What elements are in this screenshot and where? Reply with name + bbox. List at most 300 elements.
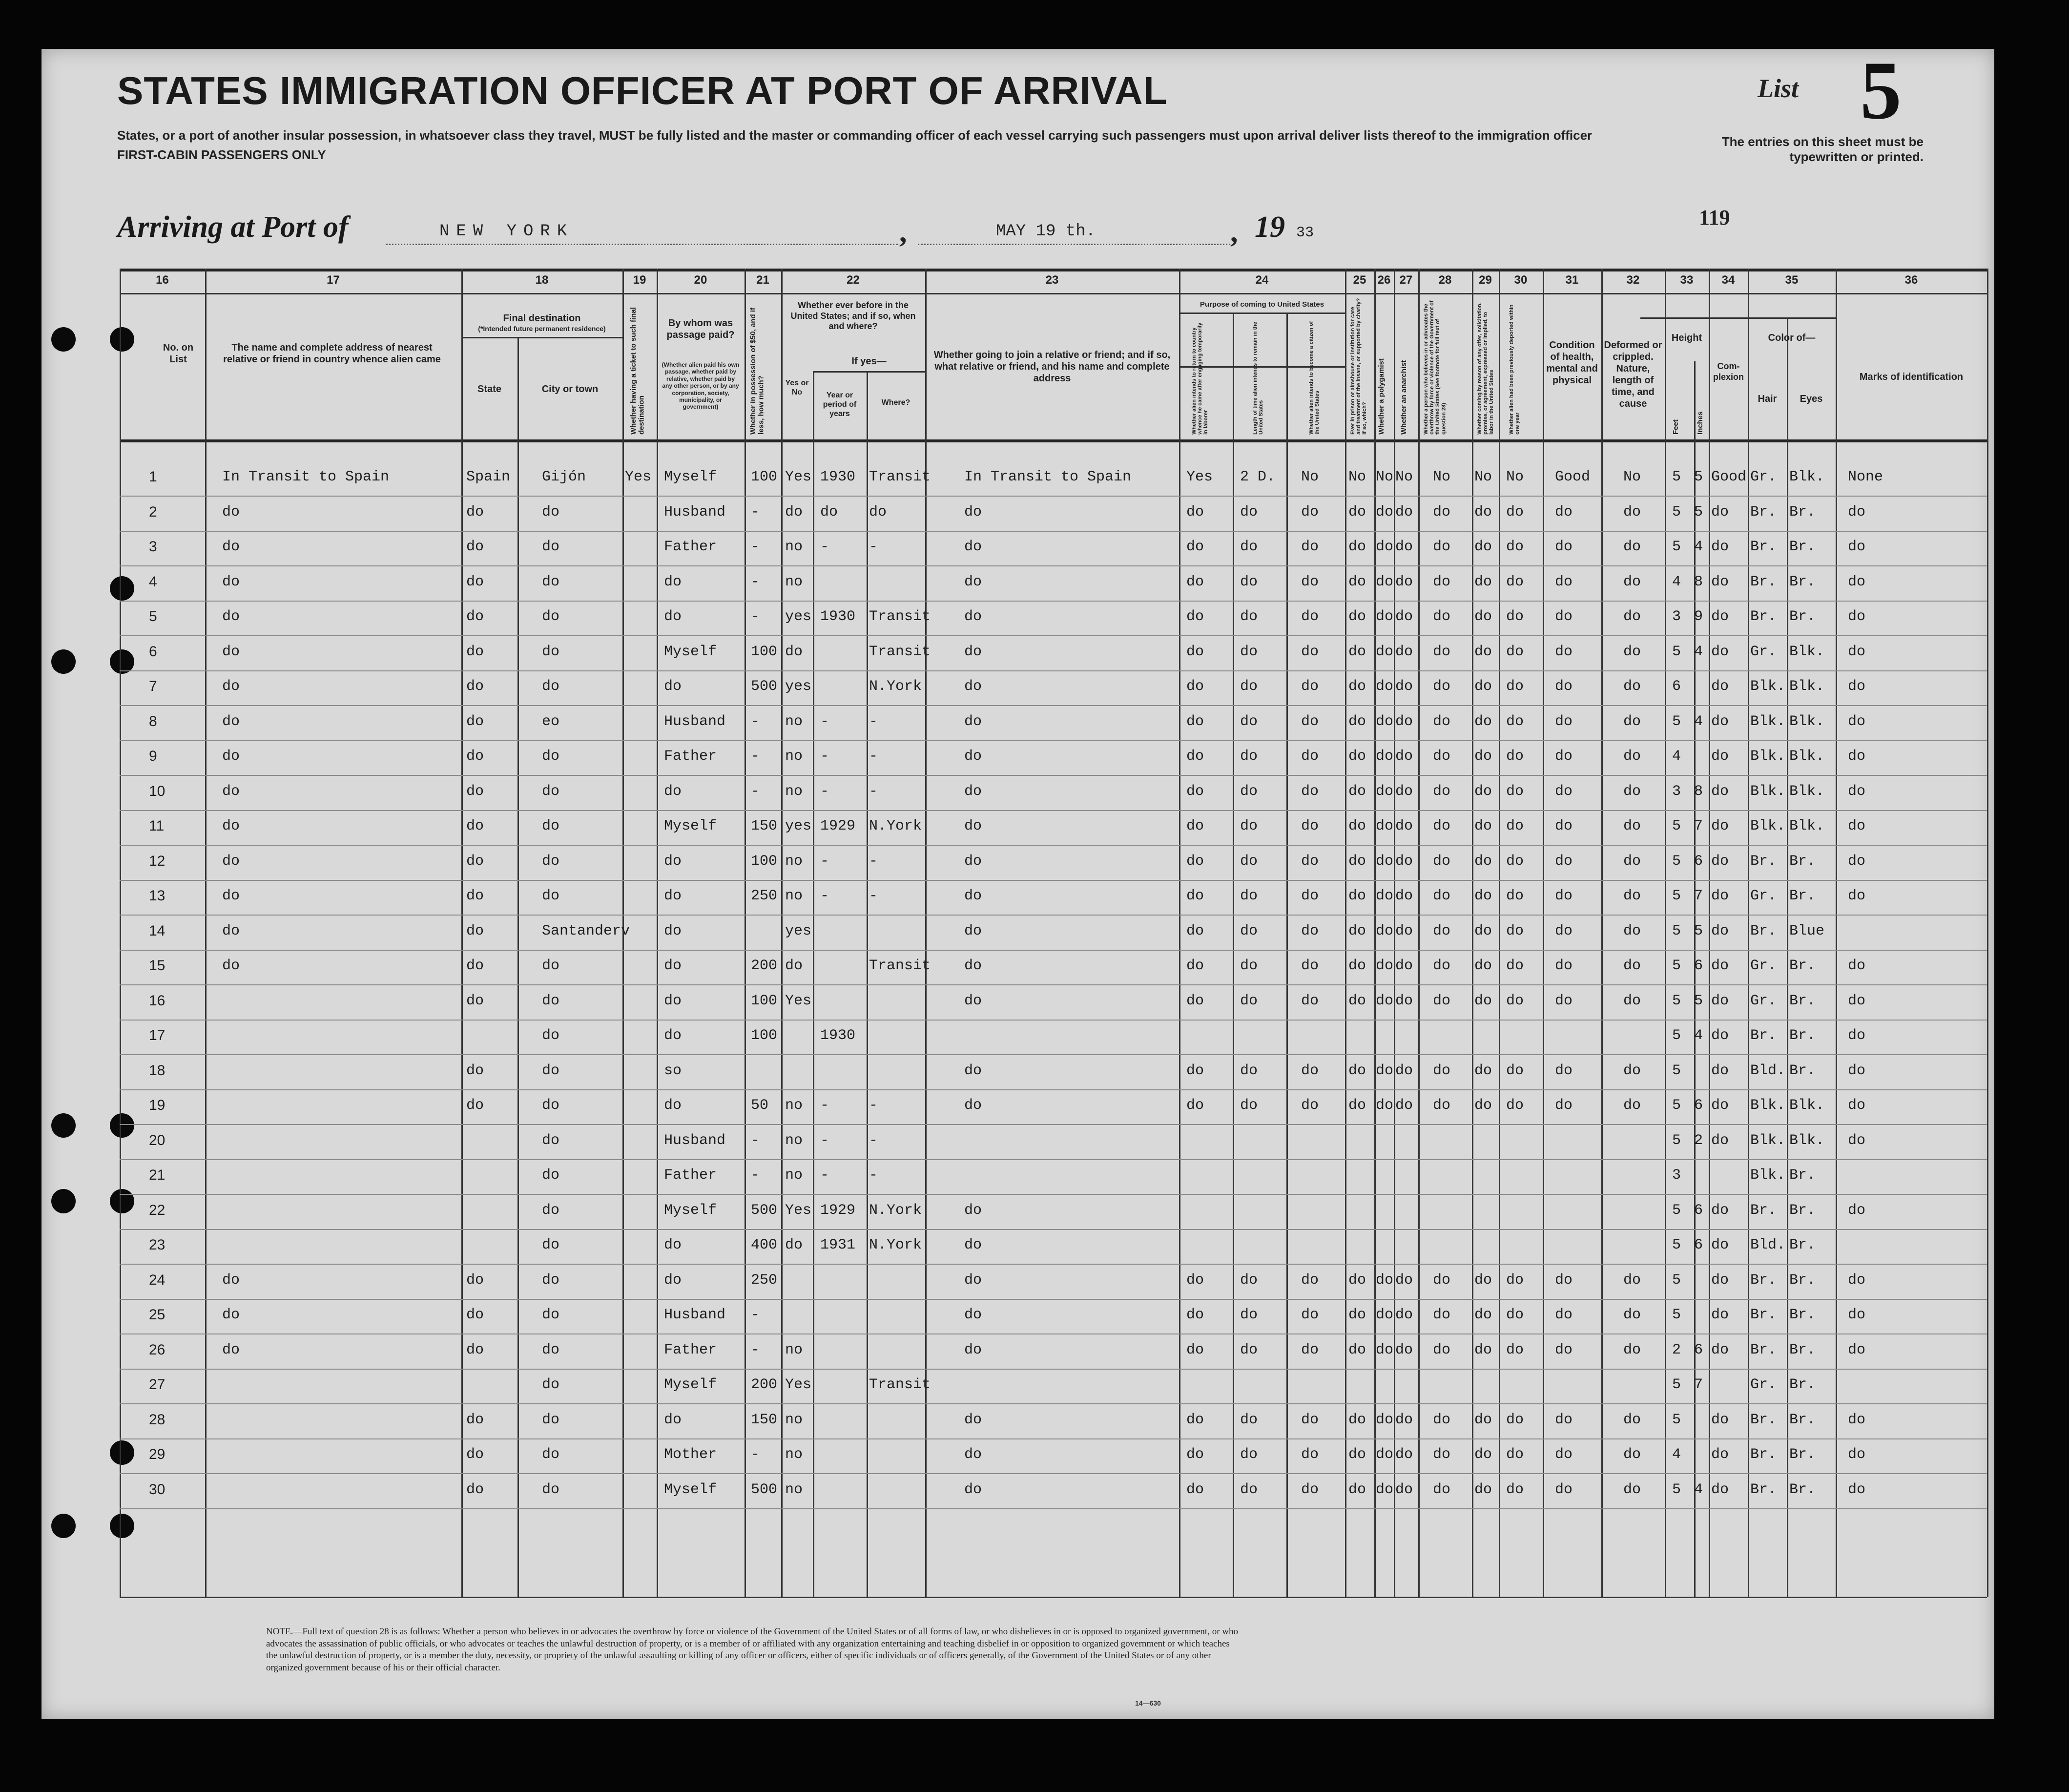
cell-q28: do bbox=[1433, 608, 1451, 625]
cell-inches: 7 bbox=[1694, 818, 1703, 834]
header-health: Condition of health, mental and physical bbox=[1546, 340, 1598, 386]
col-line bbox=[745, 269, 746, 1597]
cell-deported: do bbox=[1506, 958, 1524, 974]
cell-hair: Blk. bbox=[1750, 818, 1786, 834]
header-no-on-list: No. on List bbox=[163, 342, 194, 365]
cell-yn: yes bbox=[785, 818, 812, 834]
cell-prison: do bbox=[1348, 748, 1366, 765]
cell-q28: No bbox=[1433, 469, 1451, 485]
cell-no: 14 bbox=[149, 922, 166, 939]
cell-no: 15 bbox=[149, 958, 166, 974]
col-line bbox=[1709, 269, 1710, 1597]
column-number: 24 bbox=[1255, 273, 1269, 287]
cell-deported: do bbox=[1506, 539, 1524, 555]
cell-q28: do bbox=[1433, 958, 1451, 974]
cell-yn: no bbox=[785, 713, 803, 730]
punch-hole bbox=[51, 649, 76, 674]
cell-feet: 5 bbox=[1672, 888, 1681, 904]
cell-length: do bbox=[1240, 992, 1258, 1009]
cell-city: do bbox=[542, 1062, 560, 1079]
row-rule bbox=[120, 1194, 1987, 1195]
cell-join: do bbox=[964, 1237, 982, 1253]
cell-no: 23 bbox=[149, 1237, 166, 1253]
cell-hair: Blk. bbox=[1750, 1097, 1786, 1114]
cell-poly: do bbox=[1376, 573, 1394, 590]
cell-deported: do bbox=[1506, 1446, 1524, 1463]
column-number: 28 bbox=[1438, 273, 1452, 287]
header-hair: Hair bbox=[1758, 394, 1777, 404]
cell-city: do bbox=[542, 573, 560, 590]
cell-state: do bbox=[466, 643, 484, 660]
cell-state: do bbox=[466, 922, 484, 939]
cell-year: 1929 bbox=[820, 818, 856, 834]
cell-deported: do bbox=[1506, 503, 1524, 521]
header-color-of: Color of— bbox=[1768, 333, 1816, 343]
cell-eyes: Br. bbox=[1789, 1411, 1816, 1428]
cell-q28: do bbox=[1433, 573, 1451, 590]
col-line bbox=[461, 269, 463, 1597]
cell-money: 250 bbox=[751, 1271, 778, 1289]
cell-hair: Br. bbox=[1750, 1341, 1777, 1358]
header-state: State bbox=[477, 384, 501, 395]
cell-paid: do bbox=[664, 888, 682, 904]
cell-length: do bbox=[1240, 748, 1258, 765]
cell-feet: 3 bbox=[1672, 608, 1681, 625]
cell-length: do bbox=[1240, 1307, 1258, 1323]
cell-marks: do bbox=[1848, 503, 1866, 521]
cell-money: 100 bbox=[751, 1027, 778, 1044]
cell-join: do bbox=[964, 539, 982, 555]
cell-purpose: do bbox=[1186, 958, 1204, 974]
row-rule bbox=[120, 1159, 1987, 1160]
cell-paid: do bbox=[664, 1027, 682, 1044]
cell-money: - bbox=[751, 1446, 760, 1463]
cell-join: do bbox=[964, 922, 982, 939]
cell-city: do bbox=[542, 1341, 560, 1358]
cell-health: do bbox=[1555, 888, 1573, 904]
cell-city: do bbox=[542, 888, 560, 904]
cell-hair: Blk. bbox=[1750, 1167, 1786, 1184]
cell-eyes: Blk. bbox=[1789, 469, 1825, 485]
cell-hair: Br. bbox=[1750, 922, 1777, 939]
cell-health: do bbox=[1555, 1341, 1573, 1358]
row-rule bbox=[120, 1508, 1987, 1509]
cell-money: 400 bbox=[751, 1237, 778, 1253]
cell-complexion: do bbox=[1711, 1411, 1729, 1428]
cell-feet: 5 bbox=[1672, 1202, 1681, 1219]
cell-feet: 2 bbox=[1672, 1341, 1681, 1358]
cell-length: do bbox=[1240, 1097, 1258, 1114]
cell-anarch: do bbox=[1395, 1307, 1413, 1323]
cell-where: Transit bbox=[869, 958, 931, 974]
cell-state: do bbox=[466, 1481, 484, 1498]
cell-join: do bbox=[964, 853, 982, 870]
cell-paid: Father bbox=[664, 1167, 717, 1184]
typewritten-note: The entries on this sheet must be typewritten or printed. bbox=[1721, 134, 1924, 165]
cell-anarch: do bbox=[1395, 783, 1413, 800]
cell-yn: Yes bbox=[785, 1202, 812, 1219]
cell-citizen: do bbox=[1301, 1271, 1319, 1289]
cell-purpose: do bbox=[1186, 1307, 1204, 1323]
cell-no: 13 bbox=[149, 888, 166, 904]
cell-yn: no bbox=[785, 888, 803, 904]
cell-feet: 5 bbox=[1672, 853, 1681, 870]
cell-purpose: do bbox=[1186, 1481, 1204, 1498]
cell-money: 50 bbox=[751, 1097, 769, 1114]
cell-complexion: Good bbox=[1711, 469, 1747, 485]
cell-health: do bbox=[1555, 678, 1573, 695]
cell-feet: 5 bbox=[1672, 1237, 1681, 1253]
cell-feet: 5 bbox=[1672, 922, 1681, 939]
cell-complexion: do bbox=[1711, 1097, 1729, 1114]
cell-inches: 7 bbox=[1694, 1376, 1703, 1393]
cell-citizen: do bbox=[1301, 888, 1319, 904]
cell-contract: do bbox=[1474, 1062, 1492, 1079]
cell-no: 4 bbox=[149, 573, 157, 590]
grid-header-bottom bbox=[120, 439, 1987, 442]
cell-length: do bbox=[1240, 853, 1258, 870]
col-line bbox=[1987, 269, 1988, 1597]
cell-health: do bbox=[1555, 573, 1573, 590]
cell-length: do bbox=[1240, 713, 1258, 730]
port-line bbox=[386, 242, 898, 245]
cell-deformed: do bbox=[1623, 1062, 1641, 1079]
cell-deformed: do bbox=[1623, 783, 1641, 800]
punch-hole bbox=[110, 1113, 134, 1138]
cell-relative: do bbox=[222, 853, 240, 870]
cell-year: 1930 bbox=[820, 469, 856, 485]
cell-anarch: do bbox=[1395, 748, 1413, 765]
cell-money: - bbox=[751, 573, 760, 590]
col-line bbox=[925, 269, 927, 1597]
cell-prison: do bbox=[1348, 573, 1366, 590]
cell-city: do bbox=[542, 1097, 560, 1114]
header-money: Whether in possession of $50, and if less, how much? bbox=[749, 307, 766, 435]
cell-paid: Myself bbox=[664, 1202, 717, 1219]
cell-feet: 5 bbox=[1672, 958, 1681, 974]
cell-relative: In Transit to Spain bbox=[222, 469, 390, 485]
cell-hair: Gr. bbox=[1750, 958, 1777, 974]
cell-paid: do bbox=[664, 678, 682, 695]
cell-hair: Bld. bbox=[1750, 1237, 1786, 1253]
punch-hole bbox=[51, 1189, 76, 1213]
cell-anarch: do bbox=[1395, 818, 1413, 834]
cell-join: do bbox=[964, 888, 982, 904]
cell-eyes: Blk. bbox=[1789, 1097, 1825, 1114]
cell-city: do bbox=[542, 1237, 560, 1253]
cell-deported: No bbox=[1506, 469, 1524, 485]
cell-paid: do bbox=[664, 922, 682, 939]
cell-hair: Bld. bbox=[1750, 1062, 1786, 1079]
cell-contract: do bbox=[1474, 503, 1492, 521]
cell-eyes: Blue bbox=[1789, 922, 1825, 939]
cell-hair: Br. bbox=[1750, 1446, 1777, 1463]
cell-feet: 5 bbox=[1672, 818, 1681, 834]
cell-city: Gijón bbox=[542, 469, 586, 485]
cell-year: - bbox=[820, 888, 829, 904]
cell-poly: do bbox=[1376, 1411, 1394, 1428]
cell-feet: 5 bbox=[1672, 992, 1681, 1009]
cell-complexion: do bbox=[1711, 1237, 1729, 1253]
cell-health: do bbox=[1555, 539, 1573, 555]
row-rule bbox=[120, 601, 1987, 602]
cell-anarch: do bbox=[1395, 1446, 1413, 1463]
cell-paid: Father bbox=[664, 1341, 717, 1358]
cell-purpose: do bbox=[1186, 1271, 1204, 1289]
header-nearest-relative: The name and complete address of nearest relative or friend in country whence alien came bbox=[223, 342, 441, 365]
cell-citizen: do bbox=[1301, 992, 1319, 1009]
cell-health: do bbox=[1555, 503, 1573, 521]
cell-q28: do bbox=[1433, 1341, 1451, 1358]
cell-city: do bbox=[542, 678, 560, 695]
cell-feet: 5 bbox=[1672, 1307, 1681, 1323]
cell-contract: do bbox=[1474, 1411, 1492, 1428]
cell-money: - bbox=[751, 1132, 760, 1149]
cell-complexion: do bbox=[1711, 1132, 1729, 1149]
cell-hair: Blk. bbox=[1750, 678, 1786, 695]
year-suffix: 33 bbox=[1296, 225, 1314, 241]
cell-marks: do bbox=[1848, 1307, 1866, 1323]
col-line bbox=[1472, 269, 1473, 1597]
row-rule bbox=[120, 1020, 1987, 1021]
cell-health: do bbox=[1555, 713, 1573, 730]
instruction-text: States, or a port of another insular possession, in whatsoever class they travel, MUST be fully listed and the master or commanding officer of each vessel carrying such passengers must upon arrival deliver lists thereof to the immigration officer bbox=[117, 128, 1593, 143]
cell-feet: 4 bbox=[1672, 573, 1681, 590]
cell-hair: Gr. bbox=[1750, 888, 1777, 904]
grid-top-line bbox=[120, 269, 1987, 271]
row-rule bbox=[120, 1299, 1987, 1300]
cell-where: - bbox=[869, 1097, 878, 1114]
cell-feet: 5 bbox=[1672, 1376, 1681, 1393]
cell-contract: do bbox=[1474, 1097, 1492, 1114]
cell-poly: do bbox=[1376, 678, 1394, 695]
cell-feet: 5 bbox=[1672, 503, 1681, 521]
cell-q28: do bbox=[1433, 922, 1451, 939]
cell-paid: Myself bbox=[664, 643, 717, 660]
cell-state: do bbox=[466, 853, 484, 870]
cell-marks: do bbox=[1848, 1481, 1866, 1498]
row-rule bbox=[120, 635, 1987, 636]
cell-money: - bbox=[751, 783, 760, 800]
cell-no: 18 bbox=[149, 1062, 166, 1079]
col-line bbox=[1665, 269, 1666, 1597]
cell-citizen: do bbox=[1301, 713, 1319, 730]
cell-contract: do bbox=[1474, 1307, 1492, 1323]
cell-anarch: do bbox=[1395, 922, 1413, 939]
cell-q28: do bbox=[1433, 748, 1451, 765]
row-rule bbox=[120, 565, 1987, 566]
cell-year: - bbox=[820, 1132, 829, 1149]
cell-join: do bbox=[964, 748, 982, 765]
cell-poly: do bbox=[1376, 539, 1394, 555]
cell-state: do bbox=[466, 992, 484, 1009]
cell-poly: No bbox=[1376, 469, 1394, 485]
cell-q28: do bbox=[1433, 1271, 1451, 1289]
cell-hair: Br. bbox=[1750, 608, 1777, 625]
cell-complexion: do bbox=[1711, 573, 1729, 590]
cell-yn: do bbox=[785, 503, 803, 521]
cell-inches: 6 bbox=[1694, 853, 1703, 870]
cell-state: do bbox=[466, 1341, 484, 1358]
cell-citizen: do bbox=[1301, 678, 1319, 695]
cell-relative: do bbox=[222, 678, 240, 695]
col-line bbox=[1345, 269, 1346, 1597]
cell-join: In Transit to Spain bbox=[964, 469, 1132, 485]
cell-hair: Br. bbox=[1750, 853, 1777, 870]
cell-no: 19 bbox=[149, 1097, 166, 1113]
cell-marks: do bbox=[1848, 818, 1866, 834]
cell-ticket: Yes bbox=[625, 469, 652, 485]
cell-no: 22 bbox=[149, 1202, 166, 1218]
header-purpose-sub: Whether alien intends to return to country whence he came after engaging temporarily in laborer bbox=[1191, 322, 1209, 435]
cabin-class-label: FIRST-CABIN PASSENGERS ONLY bbox=[117, 147, 326, 162]
cell-join: do bbox=[964, 958, 982, 974]
row-rule bbox=[120, 810, 1987, 811]
cell-yn: no bbox=[785, 853, 803, 870]
cell-year: 1930 bbox=[820, 608, 856, 625]
cell-q28: do bbox=[1433, 992, 1451, 1009]
punch-hole bbox=[110, 327, 134, 352]
cell-deformed: do bbox=[1623, 818, 1641, 834]
cell-citizen: do bbox=[1301, 818, 1319, 834]
cell-anarch: do bbox=[1395, 1481, 1413, 1498]
header-passage-paid-note: (Whether alien paid his own passage, whether paid by relative, whether paid by any other person, or by any corporation, society, municipality, or government) bbox=[662, 361, 740, 411]
cell-paid: Myself bbox=[664, 1376, 717, 1393]
cell-marks: do bbox=[1848, 748, 1866, 765]
cell-feet: 5 bbox=[1672, 1271, 1681, 1289]
cell-city: do bbox=[542, 1271, 560, 1289]
cell-city: do bbox=[542, 1132, 560, 1149]
cell-poly: do bbox=[1376, 992, 1394, 1009]
cell-yn: Yes bbox=[785, 1376, 812, 1393]
cell-eyes: Br. bbox=[1789, 1376, 1816, 1393]
cell-state: do bbox=[466, 818, 484, 834]
cell-inches: 9 bbox=[1694, 608, 1703, 625]
cell-prison: do bbox=[1348, 1411, 1366, 1428]
cell-eyes: Br. bbox=[1789, 992, 1816, 1009]
cell-purpose: do bbox=[1186, 503, 1204, 521]
col-line bbox=[1836, 269, 1837, 1597]
cell-deformed: do bbox=[1623, 748, 1641, 765]
cell-money: - bbox=[751, 713, 760, 730]
cell-money: - bbox=[751, 608, 760, 625]
cell-deported: do bbox=[1506, 748, 1524, 765]
cell-marks: do bbox=[1848, 853, 1866, 870]
cell-contract: do bbox=[1474, 888, 1492, 904]
cell-paid: Myself bbox=[664, 469, 717, 485]
col-line bbox=[1748, 269, 1749, 1597]
cell-eyes: Br. bbox=[1789, 888, 1816, 904]
header-deformed: Deformed or crippled. Nature, length of time, and cause bbox=[1604, 340, 1662, 409]
cell-where: - bbox=[869, 783, 878, 800]
cell-citizen: do bbox=[1301, 608, 1319, 625]
cell-complexion: do bbox=[1711, 713, 1729, 730]
cell-city: do bbox=[542, 1027, 560, 1044]
cell-where: Transit bbox=[869, 608, 931, 625]
col-line bbox=[1418, 269, 1420, 1597]
row-rule bbox=[120, 984, 1987, 985]
cell-complexion: do bbox=[1711, 818, 1729, 834]
cell-poly: do bbox=[1376, 1341, 1394, 1358]
cell-deported: do bbox=[1506, 713, 1524, 730]
row-rule bbox=[120, 1054, 1987, 1055]
cell-where: - bbox=[869, 1167, 878, 1184]
cell-complexion: do bbox=[1711, 1062, 1729, 1079]
cell-health: do bbox=[1555, 1307, 1573, 1323]
cell-yn: no bbox=[785, 1167, 803, 1184]
cell-q28: do bbox=[1433, 888, 1451, 904]
cell-contract: do bbox=[1474, 573, 1492, 590]
cell-hair: Br. bbox=[1750, 1202, 1777, 1219]
cell-length: 2 D. bbox=[1240, 469, 1276, 485]
cell-yn: no bbox=[785, 1446, 803, 1463]
cell-health: do bbox=[1555, 748, 1573, 765]
cell-paid: do bbox=[664, 958, 682, 974]
cell-prison: do bbox=[1348, 678, 1366, 695]
cell-anarch: do bbox=[1395, 853, 1413, 870]
cell-feet: 5 bbox=[1672, 539, 1681, 555]
cell-length: do bbox=[1240, 1446, 1258, 1463]
cell-eyes: Br. bbox=[1789, 1237, 1816, 1253]
column-number: 35 bbox=[1785, 273, 1799, 287]
cell-paid: Husband bbox=[664, 1132, 726, 1149]
cell-deformed: do bbox=[1623, 539, 1641, 555]
cell-poly: do bbox=[1376, 922, 1394, 939]
cell-prison: do bbox=[1348, 992, 1366, 1009]
cell-eyes: Br. bbox=[1789, 539, 1816, 555]
col-line bbox=[1499, 269, 1500, 1597]
cell-eyes: Br. bbox=[1789, 853, 1816, 870]
cell-poly: do bbox=[1376, 503, 1394, 521]
cell-purpose: do bbox=[1186, 818, 1204, 834]
cell-complexion: do bbox=[1711, 783, 1729, 800]
cell-purpose: do bbox=[1186, 748, 1204, 765]
cell-relative: do bbox=[222, 818, 240, 834]
cell-marks: None bbox=[1848, 469, 1883, 485]
col-line bbox=[517, 337, 519, 1597]
cell-prison: do bbox=[1348, 958, 1366, 974]
cell-paid: do bbox=[664, 1237, 682, 1253]
header-marks: Marks of identification bbox=[1859, 372, 1964, 382]
cell-q28: do bbox=[1433, 1062, 1451, 1079]
cell-length: do bbox=[1240, 539, 1258, 555]
cell-yn: no bbox=[785, 539, 803, 555]
cell-no: 21 bbox=[149, 1167, 166, 1183]
cell-no: 8 bbox=[149, 713, 157, 729]
cell-anarch: No bbox=[1395, 469, 1413, 485]
cell-anarch: do bbox=[1395, 888, 1413, 904]
cell-state: do bbox=[466, 539, 484, 555]
cell-deformed: do bbox=[1623, 608, 1641, 625]
cell-no: 20 bbox=[149, 1132, 166, 1148]
cell-paid: Myself bbox=[664, 818, 717, 834]
cell-q28: do bbox=[1433, 783, 1451, 800]
cell-prison: do bbox=[1348, 853, 1366, 870]
cell-eyes: Br. bbox=[1789, 1481, 1816, 1498]
header-anarchist: Whether an anarchist bbox=[1400, 360, 1408, 435]
cell-poly: do bbox=[1376, 888, 1394, 904]
cell-paid: do bbox=[664, 1097, 682, 1114]
cell-deported: do bbox=[1506, 853, 1524, 870]
cell-health: do bbox=[1555, 643, 1573, 660]
cell-relative: do bbox=[222, 1307, 240, 1323]
cell-money: 100 bbox=[751, 992, 778, 1009]
cell-yn: no bbox=[785, 783, 803, 800]
cell-join: do bbox=[964, 643, 982, 660]
cell-yn: do bbox=[785, 643, 803, 660]
cell-no: 25 bbox=[149, 1307, 166, 1323]
cell-contract: do bbox=[1474, 922, 1492, 939]
